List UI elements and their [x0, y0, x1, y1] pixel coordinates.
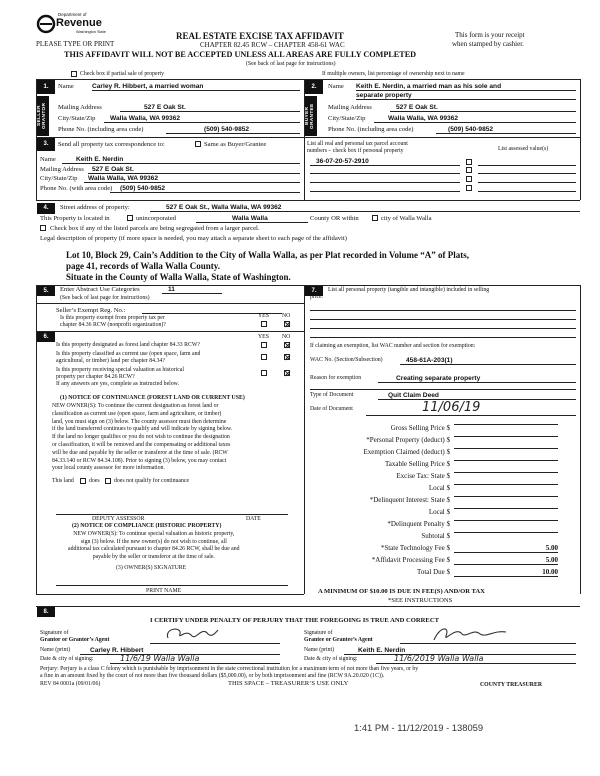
buyer-name-label: Name — [328, 83, 344, 90]
legal-description-line-2: page 41, records of Walla Walla County. — [66, 261, 221, 271]
assessed-value-header: List assessed value(s) — [498, 146, 549, 152]
fee-label-exemption: Exemption Claimed (deduct) $ — [363, 448, 450, 456]
tax-phone-label: Phone No. (with area code) — [40, 185, 113, 192]
fee-value-taxable — [454, 460, 558, 461]
owner-signature-label: (3) OWNER(S) SIGNATURE — [116, 565, 187, 571]
exempt-no-checkbox[interactable] — [284, 321, 290, 327]
land-does-checkbox[interactable] — [80, 478, 86, 484]
section-8-number: 8. — [37, 607, 55, 617]
forest-land-question: Is this property designated as forest land chapter 84.33 RCW? — [56, 342, 200, 348]
fee-label-penalty: *Delinquent Penalty $ — [387, 520, 450, 528]
fee-value-interest-local — [454, 508, 558, 509]
seller-city-label: City/State/Zip — [58, 115, 96, 122]
fee-value-processing: 5.00 — [454, 556, 558, 565]
grantee-date-value: 11/6/2019 Walla Walla — [376, 654, 576, 664]
minimum-due-note: A MINIMUM OF $10.00 IS DUE IN FEE(S) AND/OR TAX — [318, 588, 485, 595]
revenue-logo-icon — [36, 14, 56, 34]
tax-mail-label: Mailing Address — [40, 166, 84, 173]
section-2-number: 2. — [305, 80, 323, 94]
land-does-not-checkbox[interactable] — [105, 478, 111, 484]
section-5-number: 5. — [37, 286, 55, 296]
same-as-buyer-label: Same as Buyer/Grantee — [204, 141, 267, 148]
parcel-header-2: numbers – check box if personal property — [307, 148, 404, 154]
buyer-grantee-label: BUYER GRANTEE — [305, 96, 317, 136]
parcel-header-1: List all real and personal tax parcel account — [307, 141, 408, 147]
abstract-use-label: Enter Abstract Use Categories — [60, 286, 140, 293]
fee-value-exemption — [454, 448, 558, 449]
fee-value-penalty — [454, 520, 558, 521]
logo-sub: Washington State — [76, 30, 106, 34]
exempt-question-2: chapter 84.36 RCW (nonprofit organization)? — [60, 322, 166, 328]
tax-name-value: Keith E. Nerdin — [62, 156, 300, 164]
fee-value-personal — [454, 436, 558, 437]
perjury-line-1: Perjury: Perjury is a class C felony which is punishable by imprisonment in the state correctional institution for a maximum term of not more than five years, or by — [40, 666, 419, 672]
send-correspondence-label: Send all property tax correspondence to: — [58, 141, 165, 148]
grantee-signature — [400, 624, 576, 644]
fee-label-excise-local: Local $ — [428, 484, 450, 492]
notice-continuance-title: (1) NOTICE OF CONTINUANCE (FOREST LAND OR CURRENT USE) — [60, 395, 245, 401]
fee-label-personal: *Personal Property (deduct) $ — [366, 436, 450, 444]
revision-label: REV 84 0001a (09/01/06) — [40, 681, 101, 687]
form-warning: THIS AFFIDAVIT WILL NOT BE ACCEPTED UNLESS ALL AREAS ARE FULLY COMPLETED — [64, 50, 417, 59]
fee-label-taxable: Taxable Selling Price $ — [384, 460, 450, 468]
forest-no-checkbox[interactable] — [284, 342, 290, 348]
forest-yes-checkbox[interactable] — [261, 342, 267, 348]
buyer-phone-label: Phone No. (including area code) — [328, 126, 414, 133]
grantee-signature-label-2: Grantee or Grantee’s Agent — [304, 637, 373, 643]
fee-label-excise-state: Excise Tax: State $ — [396, 472, 450, 480]
revenue-logo — [36, 12, 106, 36]
fee-label-interest-local: Local $ — [428, 508, 450, 516]
print-note: PLEASE TYPE OR PRINT — [36, 40, 115, 48]
segregated-checkbox[interactable] — [40, 225, 46, 231]
grantor-date-label: Date & city of signing: — [40, 656, 94, 662]
deputy-assessor-label: DEPUTY ASSESSOR — [92, 516, 145, 522]
notice-continuance-body: NEW OWNER(S): To continue the current designation as forest land or classification as current use (open space, farm and agriculture, or timber) land, you must sign on (3) below. The county assessor must then determine if the land transferred continues to qualify and will indicate by signing below. If the land no longer qualifies or you do not wish to continue the designation or classification, it will be removed and the compensating or additional taxes will be due and payable by the seller or transferor at the time of sale. (RCW 84.33.140 or RCW 84.34.108). Prior to signing (3) below, you may contact your local county assessor for more information. — [52, 403, 233, 472]
section-6-number: 6. — [37, 332, 55, 342]
historic-yes-checkbox[interactable] — [261, 370, 267, 376]
fee-label-total: Total Due $ — [417, 568, 450, 576]
treasurer-use-label: THIS SPACE – TREASURER’S USE ONLY — [228, 680, 349, 687]
exempt-question-1: Is this property exempt from property tax per — [60, 315, 165, 321]
seller-mail-label: Mailing Address — [58, 104, 102, 111]
grantee-name-value: Keith E. Nerdin — [344, 647, 576, 655]
fee-label-subtotal: Subtotal $ — [421, 532, 450, 540]
current-use-question-1: Is this property classified as current use (open space, farm and — [56, 351, 201, 357]
street-address-value: 527 E Oak St., Walla Walla, WA 99362 — [150, 204, 580, 212]
fee-value-interest-state — [454, 496, 558, 497]
personal-property-label-1: List all personal property (tangible and intangible) included in selling — [328, 287, 490, 293]
unincorporated-checkbox[interactable] — [127, 215, 133, 221]
s6-yes-header: YES — [258, 334, 269, 340]
recording-stamp: 1:41 PM - 11/12/2019 - 138059 — [354, 722, 484, 733]
perjury-line-2: a fine in an amount fixed by the court of not more than five thousand dollars ($5,000.00), or by both imprisonment and fine (RCW 9A.20.020 (1C)). — [40, 673, 385, 679]
doc-type-value: Quit Claim Deed — [378, 392, 576, 400]
seller-name-value: Carley R. Hibbert, a married woman — [92, 83, 300, 91]
tax-city-label: City/State/Zip — [40, 175, 78, 182]
form-chapter: CHAPTER 82.45 RCW – CHAPTER 458-61 WAC — [200, 41, 345, 49]
answers-yes-note: If any answers are yes, complete as instructed below. — [56, 381, 179, 387]
seller-grantor-label: SELLER GRANTOR — [37, 96, 49, 136]
fee-label-technology: *State Technology Fee $ — [380, 544, 450, 552]
parcel-4-personal-checkbox[interactable] — [466, 185, 472, 191]
section-7-number: 7. — [305, 286, 323, 296]
fee-label-interest-state: *Delinquent Interest: State $ — [369, 496, 450, 504]
buyer-name-value-2: separate property — [356, 92, 576, 100]
parcel-3-personal-checkbox[interactable] — [466, 176, 472, 182]
grantor-date-value: 11/6/19 Walla Walla — [110, 654, 280, 664]
current-use-no-checkbox[interactable] — [284, 354, 290, 360]
seller-name-label: Name — [58, 83, 74, 90]
grantor-name-label: Name (print) — [40, 647, 71, 653]
segregated-label: Check box if any of the listed parcels are being segregated from a larger parcel. — [50, 225, 260, 232]
property-located-label: This Property is located in — [40, 215, 110, 222]
buyer-city-label: City/State/Zip — [328, 115, 366, 122]
county-value: Walla Walla — [196, 215, 308, 223]
street-address-label: Street address of property: — [60, 204, 130, 211]
section-3-number: 3. — [37, 138, 55, 151]
wac-value: 458-61A-203(1) — [400, 357, 576, 365]
land-does-label: This land — [52, 478, 74, 484]
parcel-1-personal-checkbox[interactable] — [466, 159, 472, 165]
tax-city-value: Walla Walla, WA 99362 — [84, 175, 300, 183]
unincorporated-label: unincorporated — [136, 215, 176, 222]
historic-question-2: property per chapter 84.26 RCW? — [56, 374, 135, 380]
legal-description-line-1: Lot 10, Block 29, Cain’s Addition to the City of Walla Walla, as per Plat recorded in Volume “A” of Plats, — [66, 250, 470, 260]
wac-label: WAC No. (Section/Subsection) — [310, 357, 383, 363]
reason-label: Reason for exemption — [310, 375, 362, 381]
certify-statement: I CERTIFY UNDER PENALTY OF PERJURY THAT THE FOREGOING IS TRUE AND CORRECT — [150, 617, 439, 624]
partial-sale-checkbox[interactable] — [71, 71, 77, 77]
grantor-signature-label-2: Grantor or Grantor’s Agent — [40, 637, 110, 643]
section-4-number: 4. — [37, 203, 55, 214]
notice-compliance-body: NEW OWNER(S): To continue special valuation as historic property, sign (3) below. If the new owner(s) do not wish to continue, all additional tax calculated pursuant to chapter 84.26 RCW, shall be due and payable by the seller or transferor at the time of sale. — [68, 531, 240, 560]
grantor-signature-label-1: Signature of — [40, 630, 69, 636]
grantee-date-label: Date & city of signing: — [304, 656, 358, 662]
legal-description-line-3: Situate in the County of Walla Walla, State of Washington. — [66, 272, 291, 282]
tax-name-label: Name — [40, 156, 56, 163]
fee-value-technology: 5.00 — [454, 544, 558, 553]
current-use-question-2: agricultural, or timber) land per chapter 84.34? — [56, 358, 165, 364]
logo-dept: Department of — [58, 12, 87, 17]
seller-phone-label: Phone No. (including area code) — [58, 126, 144, 133]
county-treasurer-label: COUNTY TREASURER — [480, 682, 543, 688]
grantee-name-label: Name (print) — [304, 647, 335, 653]
within-city-checkbox[interactable] — [372, 215, 378, 221]
historic-question-1: Is this property receiving special valuation as historical — [56, 367, 184, 373]
fee-label-processing: *Affidavit Processing Fee $ — [371, 556, 450, 564]
seller-city-value: Walla Walla, WA 99362 — [104, 115, 300, 123]
logo-name: Revenue — [56, 17, 102, 29]
grantor-name-value: Carley R. Hibbert — [80, 647, 280, 655]
buyer-name-value-1: Keith E. Nerdin, a married man as his sole and — [356, 83, 576, 91]
s5-no-header: NO — [282, 313, 291, 319]
fee-label-gross: Gross Selling Price $ — [390, 424, 450, 432]
grantor-signature — [150, 624, 280, 644]
does-not-label: does not qualify for continuance — [114, 478, 190, 484]
parcel-2-personal-checkbox[interactable] — [466, 167, 472, 173]
seller-phone-value: (509) 540-9852 — [166, 126, 300, 134]
personal-property-label-2: price. — [310, 294, 324, 300]
historic-no-checkbox[interactable] — [284, 370, 290, 376]
buyer-mail-label: Mailing Address — [328, 104, 372, 111]
reason-value: Creating separate property — [378, 375, 576, 383]
buyer-mail-value: 527 E Oak St. — [390, 104, 576, 112]
deputy-date-label: DATE — [246, 516, 261, 522]
tax-mail-value: 527 E Oak St. — [88, 166, 300, 174]
fee-value-gross — [454, 424, 558, 425]
see-back-note: (See back of last page for instructions) — [246, 61, 336, 67]
does-label: does — [89, 478, 100, 484]
abstract-see-back: (See back of last page for instructions) — [60, 295, 150, 301]
abstract-use-value: 11 — [162, 286, 222, 294]
print-name-label: PRINT NAME — [146, 588, 182, 594]
current-use-yes-checkbox[interactable] — [261, 354, 267, 360]
receipt-note-1: This form is your receipt — [455, 31, 525, 39]
form-title: REAL ESTATE EXCISE TAX AFFIDAVIT — [176, 31, 344, 41]
doc-date-label: Date of Document — [310, 406, 353, 412]
section-1-number: 1. — [37, 80, 55, 94]
see-instructions-note: *SEE INSTRUCTIONS — [388, 597, 453, 604]
county-or-within-label: County OR within — [310, 215, 359, 222]
s5-yes-header: YES — [258, 313, 269, 319]
fee-value-total: 10.00 — [454, 568, 558, 577]
wac-intro: If claiming an exemption, list WAC number and section for exemption: — [310, 343, 476, 349]
fee-value-excise-local — [454, 484, 558, 485]
city-of-label: city of Walla Walla — [381, 215, 432, 222]
legal-description-label: Legal description of property (if more space is needed, you may attach a separate sheet to each page of the affidavit) — [40, 235, 347, 242]
same-as-buyer-checkbox[interactable] — [195, 141, 201, 147]
partial-sale-label: Check box if partial sale of property — [80, 71, 165, 77]
fee-value-excise-state — [454, 472, 558, 473]
receipt-note-2: when stamped by cashier. — [452, 40, 524, 48]
buyer-phone-value: (509) 540-9852 — [436, 126, 576, 134]
tax-phone-value: (509) 540-9852 — [110, 185, 300, 193]
grantee-signature-label-1: Signature of — [304, 630, 333, 636]
notice-compliance-title: (2) NOTICE OF COMPLIANCE (HISTORIC PROPERTY) — [72, 523, 222, 529]
buyer-city-value: Walla Walla, WA 99362 — [374, 115, 576, 123]
seller-exempt-reg-label: Seller’s Exempt Reg. No.: — [56, 307, 126, 314]
exempt-yes-checkbox[interactable] — [261, 321, 267, 327]
parcel-number-value: 36-07-20-57-2910 — [310, 158, 460, 166]
s6-no-header: NO — [282, 334, 291, 340]
doc-date-value: 11/06/19 — [366, 400, 576, 416]
multiple-owners-note: If multiple owners, list percentage of ownership next to name — [322, 71, 465, 77]
fee-value-subtotal — [454, 532, 558, 533]
seller-mail-value: 527 E Oak St. — [120, 104, 300, 112]
doc-type-label: Type of Document — [310, 392, 354, 398]
